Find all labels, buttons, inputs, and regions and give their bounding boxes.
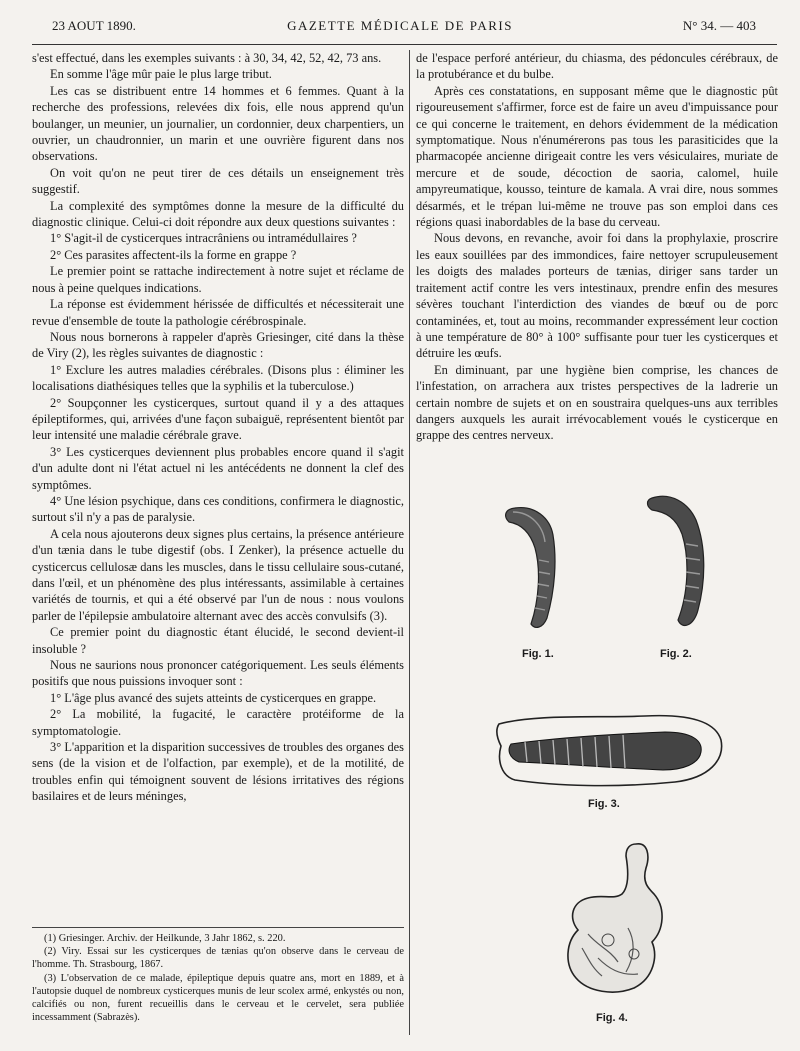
left-column-paragraph: La réponse est évidemment hérissée de difficultés et nécessiterait une revue d'ensemble de toute la pathologie cérébrospinale. [32,297,404,328]
right-column-paragraph: En diminuant, par une hygiène bien comprise, les chances de l'infestation, on arrachera aux tristes perspectives de la ladrerie un certain nombre de sujets et on en soustraira quelques-uns aux terribles dangers auxquels les aurait irrévocablement voués le cysticerque en grappe des centres nerveux. [416,362,778,443]
footnote: (1) Griesinger. Archiv. der Heilkunde, 3 Jahr 1862, s. 220. [44,933,286,944]
figure-1-illustration [495,500,575,635]
left-column-paragraph: 4° Une lésion psychique, dans ces conditions, confirmera le diagnostic, surtout s'il n'y a pas de paralysie. [32,493,404,525]
left-column-paragraph: 2° La mobilité, la fugacité, le caractère protéiforme de la symptomatologie. [32,707,404,738]
right-column [416,50,778,444]
footnote: (3) L'observation de ce malade, épileptique depuis quatre ans, mort en 1889, et à l'autopsie duquel de nombreux cysticerques munis de leur scolex armé, enkystés ou non, calcifiés ou non, furent recueillis dans le cerveau et le cervelet, sera publiée incessamment (Sabrazès). [32,972,404,1024]
right-column-paragraph: Après ces constatations, en supposant même que le diagnostic pût rigoureusement s'affirmer, force est de faire un aveu d'impuissance pour ce qui concerne le traitement, en dehors évidemment de la médication symptomatique. Nous n'énumérerons pas tous les parasiticides que la pharmacopée ancienne dirigeait contre les vers vésiculaires, muriate de mercure et de soude, décoction de saoria, calomel, huile ampyreumatique, kousso, teinture de kamala. A vrai dire, nous sommes désarmés, et le trépan lui-même ne trouve pas son emploi dans ces régions quasi inabordables de la base du cerveau. [416,83,778,230]
figure-1-caption: Fig. 1. [522,648,554,660]
column-divider [409,50,410,1035]
page-header [0,18,800,40]
figure-3-illustration [495,710,725,790]
header-rule [32,44,777,45]
left-column-paragraph: Le premier point se rattache indirectement à notre sujet et réclame de nous à peine quelques indications. [32,264,404,295]
left-column-paragraph: 1° Exclure les autres maladies cérébrales. (Disons plus : éliminer les localisations diathésiques telles que la syphilis et la tuberculose.) [32,362,404,394]
footnote: (2) Viry. Essai sur les cysticerques de tænias qu'on observe dans le cerveau de l'homme. Th. Strasbourg, 1867. [32,946,404,971]
header-date: 23 AOUT 1890. [52,18,136,33]
left-column-paragraph: Ce premier point du diagnostic étant élucidé, le second devient-il insoluble ? [32,625,404,656]
header-title: GAZETTE MÉDICALE DE PARIS [287,18,513,33]
left-column-paragraph: s'est effectué, dans les exemples suivants : à 30, 34, 42, 52, 42, 73 ans. [32,51,382,65]
left-column-paragraph: 1° S'agit-il de cysticerques intracrâniens ou intramédullaires ? [50,231,357,246]
figure-2-illustration [640,488,720,638]
footnote-rule [32,927,404,928]
left-column-paragraph: 3° Les cysticerques deviennent plus probables encore quand il s'agit d'un adulte dont ni l'état actuel ni les antécédents ne donnent la clef des symptômes. [32,444,404,492]
left-column-paragraph: 2° Soupçonner les cysticerques, surtout quand il y a des attaques épileptiformes, qui, arrivées d'une façon subaiguë, représentent bientôt par leur intensité une maladie cérébrale grave. [32,395,404,443]
left-column-paragraph: 1° L'âge plus avancé des sujets atteints de cysticerques en grappe. [50,690,377,705]
left-column-paragraph: En somme l'âge mûr paie le plus large tribut. [50,67,272,82]
left-column-paragraph: 2° Ces parasites affectent-ils la forme en grappe ? [50,247,297,262]
left-column-paragraph: 3° L'apparition et la disparition successives de troubles des organes des sens (de la vision et de l'olfaction, par exemple), et de la motilité, de troubles enfin qui témoignent souvent de lésions irritatives des régions basilaires et de leurs méninges, [32,740,404,804]
figure-4-illustration [558,838,678,998]
header-page-number: N° 34. — 403 [682,18,756,33]
left-column-paragraph: Nous ne saurions nous prononcer catégoriquement. Les seuls éléments positifs que nous puissions invoquer sont : [32,658,404,689]
footnotes [32,932,404,1024]
figure-4-caption: Fig. 4. [596,1012,628,1024]
right-column-paragraph: Nous devons, en revanche, avoir foi dans la prophylaxie, proscrire les eaux souillées par des immondices, faire nettoyer scrupuleusement les doigts des malades porteurs de tænias, diriger sans tarder un traitement actif contre les vers intestinaux, prendre enfin des mesures sévères touchant l'interdiction des viandes de bœuf ou de porc contaminées, et, tout au moins, recommander expressément leur coction à une température de 80° à 100° suffisante pour tuer les cysticerques et détruire les œufs. [416,231,778,361]
left-column-paragraph: A cela nous ajouterons deux signes plus certains, la présence antérieure d'un tænia dans le tube digestif (obs. I Zenker), la présence actuelle du cysticercus cellulosæ dans les muscles, dans le tissu cellulaire sous-cutané, dans l'œil, et un phénomène des plus intéressants, assimilable à certaines variétés de tournis, et qui a été observé par l'un de nous : nous voulons parler de l'épilepsie ambulatoire alternant avec des accès convulsifs (3). [32,526,404,623]
left-column-paragraph: Nous nous bornerons à rappeler d'après Griesinger, cité dans la thèse de Viry (2), les règles suivantes de diagnostic : [32,329,404,361]
left-column-paragraph: Les cas se distribuent entre 14 hommes et 6 femmes. Quant à la recherche des professions, relevées dix fois, elle nous apprend qu'un boulanger, un meunier, un journalier, un cordonnier, deux charpentiers, un ouvrier, un chaudronnier, un marin et une ouvrière figurent dans nos observations. [32,83,404,164]
figure-3-caption: Fig. 3. [588,798,620,810]
left-column-paragraph: La complexité des symptômes donne la mesure de la difficulté du diagnostic clinique. Celui-ci doit répondre aux deux questions suivantes : [32,198,404,230]
figure-2-caption: Fig. 2. [660,648,692,660]
left-column [32,50,404,805]
left-column-paragraph: On voit qu'on ne peut tirer de ces détails un enseignement très suggestif. [32,165,404,197]
right-column-paragraph: de l'espace perforé antérieur, du chiasma, des pédoncules cérébraux, de la protubérance et du bulbe. [416,51,778,82]
